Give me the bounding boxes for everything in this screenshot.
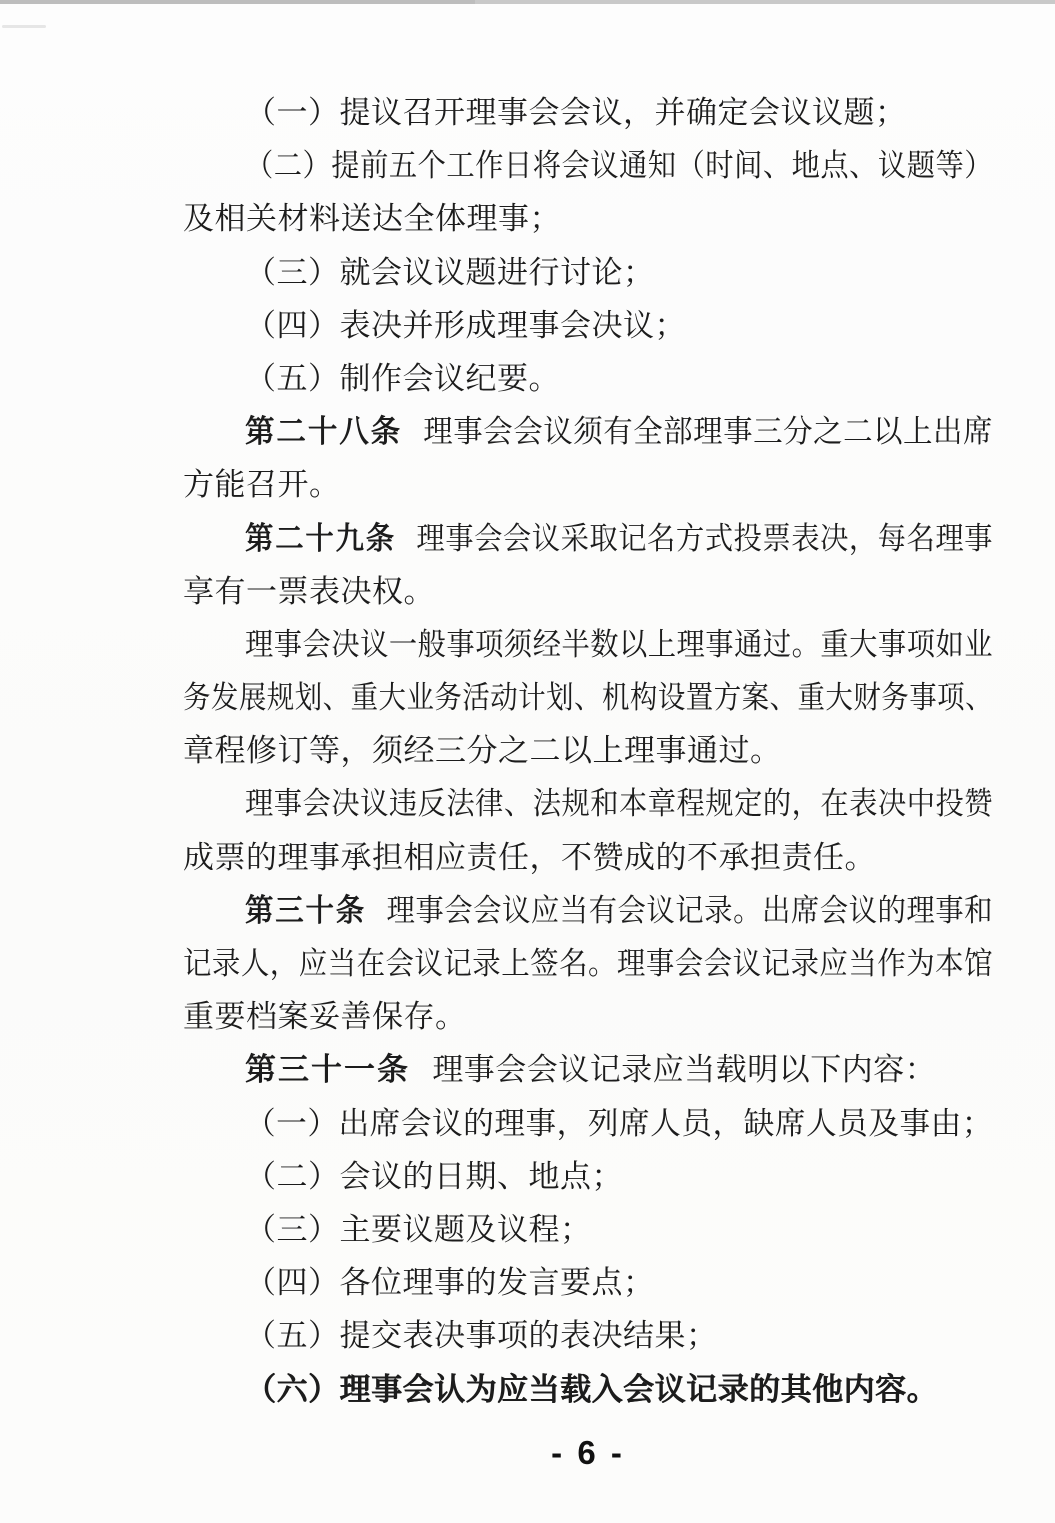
text-line <box>183 246 993 299</box>
line-text: 理事会会议采取记名方式投票表决，每名理事 <box>416 520 994 556</box>
text-line <box>183 1097 993 1150</box>
text-line <box>183 831 993 884</box>
text-line <box>183 352 993 405</box>
line-text: （四）各位理事的发言要点； <box>245 1265 655 1301</box>
text-line <box>183 86 993 139</box>
line-text: （六）理事会认为应当载入会议记录的其他内容。 <box>245 1371 938 1407</box>
line-text: （一）提议召开理事会会议，并确定会议议题； <box>245 95 907 130</box>
text-line <box>183 1043 993 1096</box>
text-line <box>183 618 993 671</box>
line-text: （二）提前五个工作日将会议通知（时间、地点、议题等） <box>245 148 993 184</box>
text-line <box>183 1309 993 1362</box>
text-line <box>183 405 993 458</box>
line-text: 重要档案妥善保存。 <box>183 999 467 1035</box>
line-text: （三）主要议题及议程； <box>245 1211 592 1247</box>
line-text: （一）出席会议的理事，列席人员，缺席人员及事由； <box>245 1105 993 1141</box>
line-text: 理事会会议记录应当载明以下内容： <box>432 1052 937 1088</box>
line-text: 章程修订等，须经三分之二以上理事通过。 <box>183 733 782 769</box>
text-line <box>183 724 993 777</box>
article-number-lead: 第三十条 <box>245 892 367 928</box>
text-line <box>183 512 993 565</box>
text-line <box>183 1363 993 1416</box>
text-line <box>183 458 993 511</box>
scan-smudge <box>2 25 46 28</box>
text-line <box>183 937 993 990</box>
line-text: 方能召开。 <box>183 467 341 503</box>
text-line <box>183 1150 993 1203</box>
line-text: 理事会会议应当有会议记录。出席会议的理事和 <box>386 892 994 928</box>
text-line <box>183 777 993 830</box>
text-line <box>183 884 993 937</box>
line-text: 享有一票表决权。 <box>183 573 435 609</box>
article-number-lead: 第三十一条 <box>245 1052 410 1088</box>
document-body <box>183 86 993 1416</box>
text-line <box>183 671 993 724</box>
line-text: （三）就会议议题进行讨论； <box>245 254 655 290</box>
text-line <box>183 1203 993 1256</box>
line-text: 理事会决议违反法律、法规和本章程规定的，在表决中投赞 <box>245 786 993 822</box>
article-number-lead: 第二十九条 <box>245 520 397 556</box>
text-line <box>183 139 993 192</box>
page-number: - 6 - <box>551 1434 625 1471</box>
article-number-lead: 第二十八条 <box>245 414 403 450</box>
text-line <box>183 565 993 618</box>
text-line <box>183 1256 993 1309</box>
line-text: （五）制作会议纪要。 <box>245 360 560 396</box>
scan-edge-top <box>0 0 1055 4</box>
line-text: 记录人，应当在会议记录上签名。理事会会议记录应当作为本馆 <box>183 946 993 981</box>
line-text: （四）表决并形成理事会决议； <box>245 307 686 343</box>
text-line <box>183 192 993 245</box>
line-text: 理事会决议一般事项须经半数以上理事通过。重大事项如业 <box>245 626 993 662</box>
line-text: 务发展规划、重大业务活动计划、机构设置方案、重大财务事项、 <box>183 680 993 716</box>
line-text: 及相关材料送达全体理事； <box>183 201 561 237</box>
line-text: （五）提交表决事项的表决结果； <box>245 1318 718 1354</box>
line-text: 理事会会议须有全部理事三分之二以上出席 <box>423 414 993 450</box>
text-line <box>183 990 993 1043</box>
text-line <box>183 299 993 352</box>
line-text: （二）会议的日期、地点； <box>245 1158 623 1194</box>
line-text: 成票的理事承担相应责任，不赞成的不承担责任。 <box>183 839 876 875</box>
